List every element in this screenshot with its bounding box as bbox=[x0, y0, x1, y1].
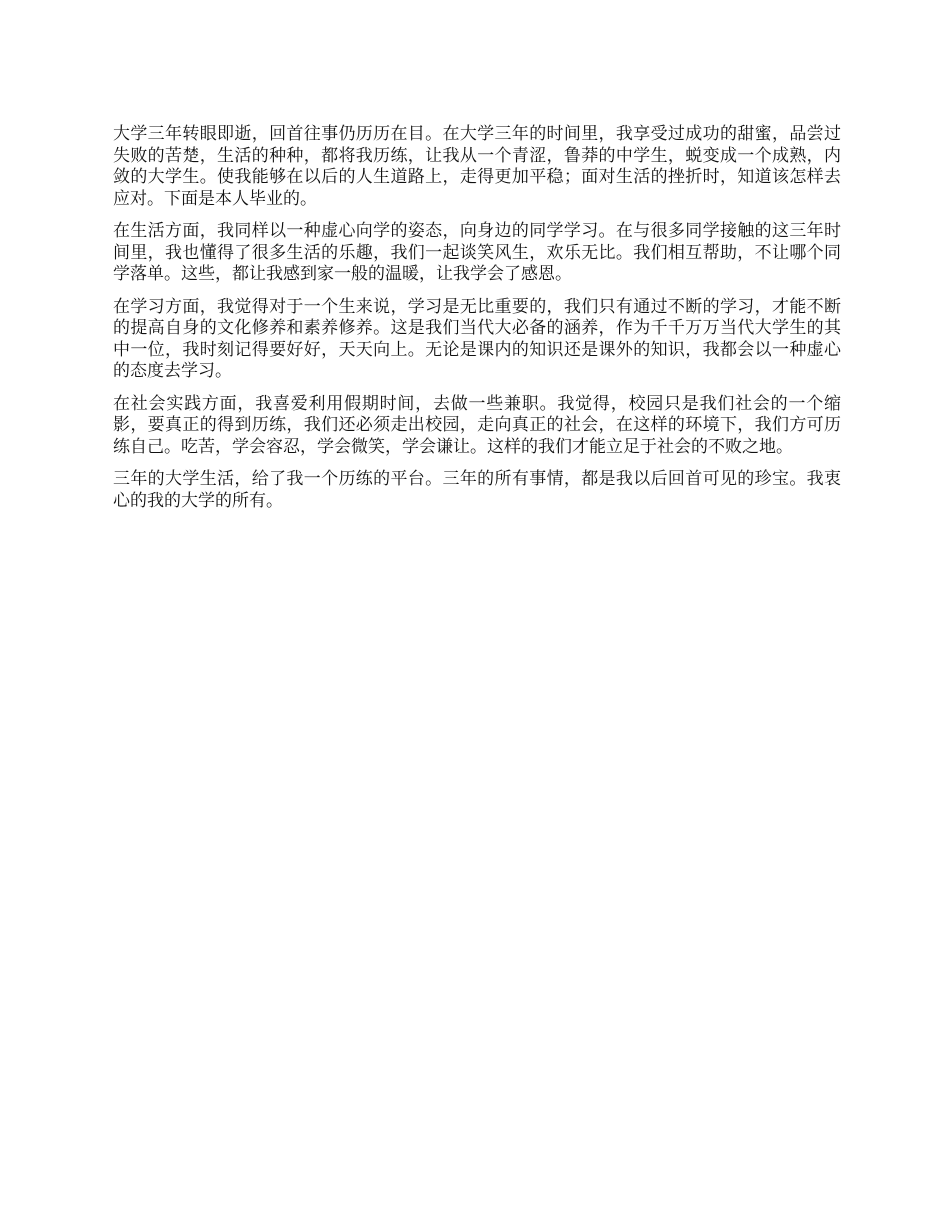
paragraph-intro: 大学三年转眼即逝，回首往事仍历历在目。在大学三年的时间里，我享受过成功的甜蜜，品尝过失败的苦楚，生活的种种，都将我历练，让我从一个青涩，鲁莽的中学生，蜕变成一个成熟，内敛的大学生。使我能够在以后的人生道路上，走得更加平稳；面对生活的挫折时，知道该怎样去应对。下面是本人毕业的。 bbox=[113, 124, 841, 209]
paragraph-life: 在生活方面，我同样以一种虚心向学的姿态，向身边的同学学习。在与很多同学接触的这三年时间里，我也懂得了很多生活的乐趣，我们一起谈笑风生，欢乐无比。我们相互帮助，不让哪个同学落单。这些，都让我感到家一般的温暖，让我学会了感恩。 bbox=[113, 221, 841, 284]
paragraph-study: 在学习方面，我觉得对于一个生来说，学习是无比重要的，我们只有通过不断的学习，才能不断的提高自身的文化修养和素养修养。这是我们当代大必备的涵养，作为千千万万当代大学生的其中一位，我时刻记得要好好，天天向上。无论是课内的知识还是课外的知识，我都会以一种虚心的态度去学习。 bbox=[113, 296, 841, 381]
paragraph-conclusion: 三年的大学生活，给了我一个历练的平台。三年的所有事情，都是我以后回首可见的珍宝。我衷心的我的大学的所有。 bbox=[113, 469, 841, 511]
document-body bbox=[113, 124, 841, 523]
paragraph-social-practice: 在社会实践方面，我喜爱利用假期时间，去做一些兼职。我觉得，校园只是我们社会的一个缩影，要真正的得到历练，我们还必须走出校园，走向真正的社会，在这样的环境下，我们方可历练自己。吃苦，学会容忍，学会微笑，学会谦让。这样的我们才能立足于社会的不败之地。 bbox=[113, 393, 841, 457]
